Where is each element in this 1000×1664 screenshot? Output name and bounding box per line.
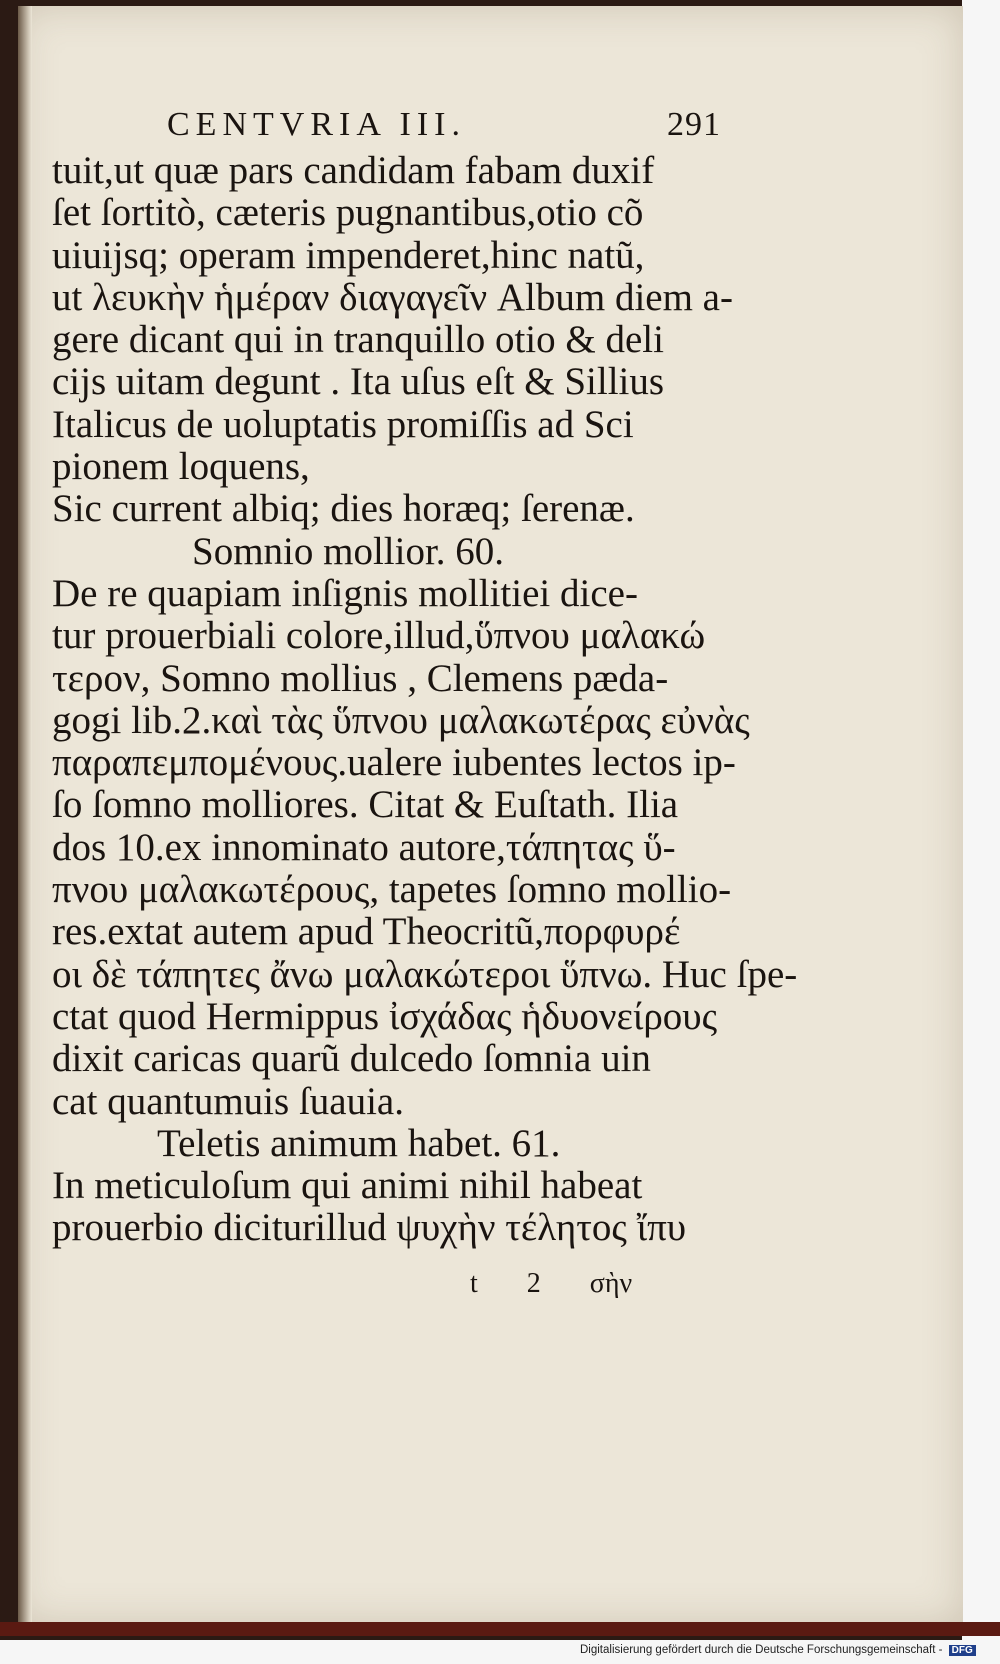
- catchword: σὴν: [589, 1268, 633, 1299]
- text-line: παραπεμπομένους.ualere iubentes lectos ip-: [52, 741, 736, 785]
- credit-text: Digitalisierung gefördert durch die Deutsche Forschungsgemeinschaft -: [580, 1644, 943, 1656]
- signature-mark: t: [470, 1268, 478, 1299]
- page-text: [52, 100, 798, 1250]
- text-line: πνου μαλακωτέρους, tapetes ſomno mollio-: [52, 868, 732, 912]
- signature-line: [470, 1268, 674, 1300]
- text-line: dixit caricas quarũ dulcedo ſomnia uin: [52, 1037, 651, 1081]
- text-line: tur prouerbiali colore,illud,ὕπνου μαλακώ: [52, 614, 706, 658]
- page-number: 291: [667, 106, 721, 143]
- text-line: De re quapiam inſignis mollitiei dice-: [52, 571, 638, 615]
- text-line: ſo ſomno molliores. Citat & Euſtath. Ilia: [52, 783, 679, 827]
- text-line: pionem loquens,: [52, 445, 310, 489]
- text-line: οι δὲ τάπητες ἄνω μαλακώτεροι ὕπνω. Huc ſpe-: [52, 952, 798, 996]
- text-line: dos 10.ex innominato autore,τάπητας ὕ-: [52, 825, 676, 869]
- text-line: τερον, Somno mollius , Clemens pæda-: [52, 656, 669, 700]
- text-line: Italicus de uoluptatis promiſſis ad Sci: [52, 402, 634, 446]
- text-line: cijs uitam degunt . Ita uſus eſt & Sillius: [52, 360, 665, 404]
- text-line: ut λευκὴν ἡμέραν διαγαγεῖν Album diem a-: [52, 275, 733, 319]
- running-header: [52, 100, 742, 150]
- text-line: In meticuloſum qui animi nihil habeat: [52, 1164, 643, 1208]
- signature-number: 2: [526, 1268, 541, 1299]
- text-line: uiuijsq; operam impenderet,hinc natũ,: [52, 233, 645, 277]
- text-line: res.extat autem apud Theocritũ,πορφυρέ: [52, 910, 681, 954]
- text-line: gere dicant qui in tranquillo otio & deli: [52, 318, 664, 362]
- section-heading: Somnio mollior. 60.: [192, 529, 505, 573]
- text-line: tuit,ut quæ pars candidam fabam duxif: [52, 149, 655, 192]
- text-line: gogi lib.2.καὶ τὰς ὕπνου μαλακωτέρας εὐνὰς: [52, 698, 750, 742]
- digitization-credit: [580, 1644, 1000, 1664]
- page-gutter-shadow: [18, 6, 32, 1624]
- text-line: cat quantumuis ſuauia.: [52, 1079, 404, 1123]
- scan-bottom-edge: [0, 1622, 1000, 1636]
- section-heading: Teletis animum habet. 61.: [157, 1121, 561, 1165]
- running-title: CENTVRIA III.: [167, 106, 466, 143]
- text-line: ſet ſortitò, cæteris pugnantibus,otio cõ: [52, 191, 644, 235]
- text-line: Sic current albiq; dies horæq; ſerenæ.: [52, 487, 635, 531]
- dfg-logo-icon: DFG: [949, 1645, 976, 1656]
- text-line: prouerbio diciturillud ψυχὴν τέλητος ἴπυ: [52, 1206, 687, 1250]
- text-line: ctat quod Hermippus ἰσχάδας ἡδυονείρους: [52, 994, 718, 1038]
